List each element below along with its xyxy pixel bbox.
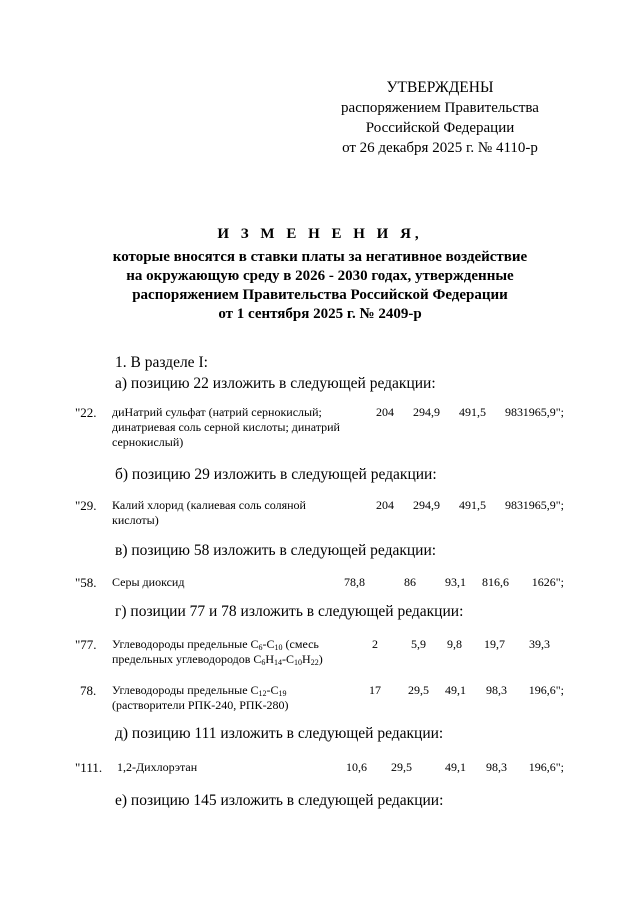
substance-name: [112, 498, 372, 528]
rate-2029: 98,3: [486, 683, 507, 697]
rate-2030: 196,6";: [528, 760, 564, 774]
rate-2026: 78,8: [344, 575, 365, 589]
table-row: [0, 498, 640, 532]
rate-2029: 19,7: [484, 637, 505, 651]
rate-2027: 29,5: [391, 760, 412, 774]
rate-2027: 86: [404, 575, 416, 589]
approval-line-3: от 26 декабря 2025 г. № 4110-р: [342, 140, 538, 156]
row-number: "29.: [75, 498, 97, 513]
rate-2027: 5,9: [411, 637, 426, 651]
section-heading: 1. В разделе I:: [115, 354, 208, 371]
substance-name: [112, 575, 332, 590]
approval-line-2: Российской Федерации: [365, 120, 515, 136]
rate-2026: 204: [376, 498, 394, 512]
substance-name-line: кислоты): [112, 513, 159, 527]
substance-name-line: 1,2-Дихлорэтан: [117, 760, 198, 774]
rate-2029: 983: [505, 405, 523, 419]
rate-2028: 9,8: [447, 637, 462, 651]
row-number: "77.: [75, 637, 97, 652]
rate-2028: 491,5: [459, 498, 486, 512]
paragraph-g: г) позиции 77 и 78 изложить в следующей редакции:: [115, 603, 464, 620]
rate-2028: 93,1: [445, 575, 466, 589]
substance-name-line: Углеводороды предельные $C_6-C_{10}$ (смесь: [112, 637, 319, 652]
rate-2028: 49,1: [445, 760, 466, 774]
substance-name-line: (растворители РПК-240, РПК-280): [112, 698, 289, 712]
row-number: "22.: [75, 405, 97, 420]
substance-name: [112, 637, 352, 667]
rate-2030: 39,3: [529, 637, 550, 651]
substance-name: [112, 683, 352, 713]
rate-2027: 294,9: [413, 498, 440, 512]
rate-2027: 29,5: [408, 683, 429, 697]
document-title: И З М Е Н Е Н И Я,: [217, 226, 423, 242]
row-number: "111.: [75, 760, 103, 775]
subtitle-line-1: которые вносятся в ставки платы за негативное воздействие: [112, 249, 528, 265]
rate-2030: 1965,9";: [522, 405, 564, 419]
rate-2026: 10,6: [346, 760, 367, 774]
row-number: 78.: [80, 683, 97, 698]
rate-2026: 204: [376, 405, 394, 419]
table-row: [0, 637, 640, 671]
substance-name-line: динатриевая соль серной кислоты; динатрий: [112, 420, 340, 434]
table-row: [0, 683, 640, 717]
paragraph-b: б) позицию 29 изложить в следующей редакции:: [115, 466, 437, 483]
substance-name-line: диНатрий сульфат (натрий сернокислый;: [112, 405, 322, 419]
rate-2028: 49,1: [445, 683, 466, 697]
subtitle-line-2: на окружающую среду в 2026 - 2030 годах, утвержденные: [126, 268, 514, 284]
substance-name-line: Калий хлорид (калиевая соль соляной: [112, 498, 306, 512]
substance-name: [117, 760, 337, 775]
rate-2030: 196,6";: [528, 683, 564, 697]
approval-line-1: распоряжением Правительства: [341, 100, 539, 116]
rate-2026: 2: [372, 637, 378, 651]
table-row: [0, 760, 640, 778]
rate-2029: 98,3: [486, 760, 507, 774]
rate-2029: 816,6: [482, 575, 509, 589]
substance-name-line: Углеводороды предельные $C_{12}-C_{19}$: [112, 683, 287, 698]
approval-heading: УТВЕРЖДЕНЫ: [386, 79, 494, 96]
subtitle-line-4: от 1 сентября 2025 г. № 2409-р: [218, 306, 422, 322]
rate-2030: 1965,9";: [522, 498, 564, 512]
paragraph-e: е) позицию 145 изложить в следующей редакции:: [115, 792, 444, 809]
substance-name: [112, 405, 372, 450]
substance-name-line: Серы диоксид: [112, 575, 185, 589]
rate-2028: 491,5: [459, 405, 486, 419]
substance-name-line: предельных углеводородов $C_6H_{14}-C_{10}H_{22}$): [112, 652, 323, 667]
table-row: [0, 575, 640, 593]
subtitle-line-3: распоряжением Правительства Российской Федерации: [132, 287, 508, 303]
paragraph-a: а) позицию 22 изложить в следующей редакции:: [115, 375, 436, 392]
rate-2027: 294,9: [413, 405, 440, 419]
rate-2030: 1626";: [531, 575, 564, 589]
paragraph-v: в) позицию 58 изложить в следующей редакции:: [115, 542, 437, 559]
document-subtitle: [0, 248, 640, 324]
substance-name-line: сернокислый): [112, 435, 184, 449]
row-number: "58.: [75, 575, 97, 590]
rate-2026: 17: [369, 683, 381, 697]
paragraph-d: д) позицию 111 изложить в следующей редакции:: [115, 725, 444, 742]
approval-block: [320, 78, 560, 158]
table-row: [0, 405, 640, 455]
rate-2029: 983: [505, 498, 523, 512]
